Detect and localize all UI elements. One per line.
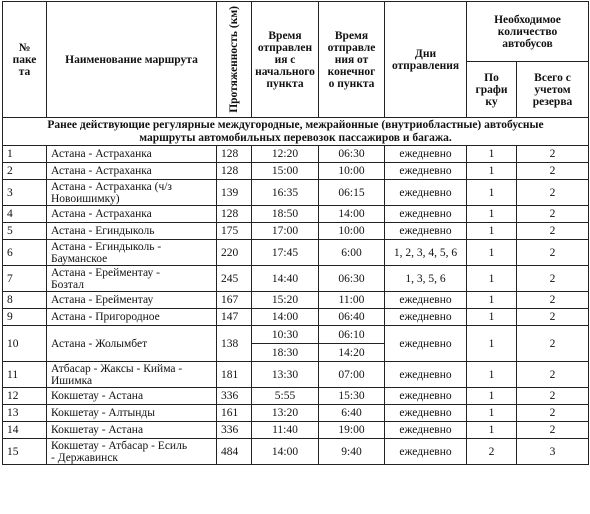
header-length (217, 2, 252, 118)
departure-days: ежедневно (385, 180, 467, 206)
departure-end-time: 10:00 (319, 223, 385, 240)
route-name (47, 180, 217, 206)
route-length: 128 (217, 163, 252, 180)
departure-days: 1, 3, 5, 6 (385, 266, 467, 292)
text-line: отправления (391, 59, 460, 72)
text-line: ия с (274, 53, 296, 66)
departure-start-time: 15:00 (252, 163, 319, 180)
table-row (3, 362, 589, 388)
buses-with-reserve: 2 (517, 163, 589, 180)
buses-by-schedule: 1 (467, 422, 517, 439)
buses-by-schedule: 1 (467, 405, 517, 422)
departure-end-time: 06:40 (319, 309, 385, 326)
departure-end-time: 06:30 (319, 266, 385, 292)
table-row (3, 439, 589, 465)
departure-start-time: 5:55 (252, 388, 319, 405)
departure-days: ежедневно (385, 439, 467, 465)
buses-with-reserve: 2 (517, 180, 589, 206)
text-line: количество (497, 25, 558, 38)
route-name (47, 405, 217, 422)
buses-by-schedule: 2 (467, 439, 517, 465)
text-line: По (484, 71, 499, 84)
departure-end-time: 06:30 (319, 146, 385, 163)
buses-with-reserve: 2 (517, 223, 589, 240)
departure-end-time: 6:40 (319, 405, 385, 422)
departure-end-time: 6:00 (319, 240, 385, 266)
departure-start-time: 17:45 (252, 240, 319, 266)
text-line: Астана - Егиндыколь (51, 225, 155, 237)
table-row (3, 223, 589, 240)
departure-end-time: 15:30 (319, 388, 385, 405)
buses-by-schedule: 1 (467, 146, 517, 163)
package-number: 3 (3, 180, 47, 206)
departure-start-time: 10:30 (252, 326, 319, 344)
buses-with-reserve: 2 (517, 240, 589, 266)
buses-with-reserve: 2 (517, 266, 589, 292)
departure-days: ежедневно (385, 422, 467, 439)
departure-end-time: 06:15 (319, 180, 385, 206)
text-line: Кокшетау - Астана (51, 424, 144, 436)
departure-start-time: 17:00 (252, 223, 319, 240)
buses-with-reserve: 2 (517, 362, 589, 388)
departure-start-time: 18:30 (252, 344, 319, 362)
text-line: пункта (266, 77, 304, 90)
table-row (3, 266, 589, 292)
header-length-label: Протяженность (км) (228, 6, 240, 113)
text-line: маршруты автомобильных перевозок пассажиров и багажа. (139, 131, 452, 144)
route-length: 147 (217, 309, 252, 326)
buses-by-schedule: 1 (467, 163, 517, 180)
route-length: 336 (217, 388, 252, 405)
text-line: Новоишимку) (51, 192, 120, 205)
route-length: 161 (217, 405, 252, 422)
text-line: ку (485, 95, 498, 108)
text-line: Астана - Егиндыколь - (51, 240, 162, 253)
package-number: 15 (3, 439, 47, 465)
text-line: Дни (414, 47, 437, 60)
text-line: Астана - Пригородное (51, 311, 160, 323)
buses-by-schedule: 1 (467, 292, 517, 309)
departure-end-time: 19:00 (319, 422, 385, 439)
buses-with-reserve: 2 (517, 326, 589, 362)
departure-end-time: 11:00 (319, 292, 385, 309)
text-line: автобусов (502, 37, 553, 50)
route-name (47, 206, 217, 223)
text-line: Астана - Астраханка (51, 165, 152, 177)
departure-days: ежедневно (385, 206, 467, 223)
departure-start-time: 15:20 (252, 292, 319, 309)
text-line: Ранее действующие регулярные междугородные, межрайонные (внутриобластные) автобусные (47, 119, 544, 131)
route-length: 336 (217, 422, 252, 439)
text-line: Бауманское (51, 252, 108, 265)
departure-start-time: 13:20 (252, 405, 319, 422)
header-with-reserve (517, 62, 589, 118)
route-length: 128 (217, 206, 252, 223)
buses-with-reserve: 2 (517, 206, 589, 223)
text-line: Астана - Астраханка (51, 208, 152, 220)
departure-days: ежедневно (385, 292, 467, 309)
text-line: Атбасар - Жаксы - Кийма - (51, 362, 183, 375)
buses-with-reserve: 3 (517, 439, 589, 465)
text-line: паке (12, 53, 37, 66)
table-row (3, 309, 589, 326)
route-name (47, 146, 217, 163)
buses-by-schedule: 1 (467, 326, 517, 362)
table-row (3, 163, 589, 180)
departure-days: ежедневно (385, 326, 467, 362)
package-number: 2 (3, 163, 47, 180)
departure-days: ежедневно (385, 146, 467, 163)
route-name (47, 422, 217, 439)
route-name (47, 292, 217, 309)
table-row (3, 422, 589, 439)
buses-by-schedule: 1 (467, 240, 517, 266)
departure-end-time: 14:20 (319, 344, 385, 362)
package-number: 12 (3, 388, 47, 405)
routes-table (2, 1, 589, 465)
section-title (3, 118, 589, 146)
package-number: 13 (3, 405, 47, 422)
table-row (3, 326, 589, 344)
departure-days: ежедневно (385, 362, 467, 388)
text-line: отправлен (257, 41, 313, 54)
buses-with-reserve: 2 (517, 146, 589, 163)
text-line: Кокшетау - Алтынды (51, 407, 155, 419)
package-number: 1 (3, 146, 47, 163)
text-line: конечног (327, 65, 376, 78)
text-line: ния от (334, 53, 369, 66)
departure-start-time: 14:00 (252, 439, 319, 465)
buses-by-schedule: 1 (467, 388, 517, 405)
package-number: 7 (3, 266, 47, 292)
table-row (3, 146, 589, 163)
departure-days: ежедневно (385, 309, 467, 326)
header-departure-end (319, 2, 385, 118)
text-line: Астана - Астраханка (51, 148, 152, 160)
departure-start-time: 14:00 (252, 309, 319, 326)
package-number: 5 (3, 223, 47, 240)
text-line: Бозтал (51, 278, 85, 291)
route-name (47, 309, 217, 326)
buses-by-schedule: 1 (467, 362, 517, 388)
route-length: 245 (217, 266, 252, 292)
table-row (3, 180, 589, 206)
package-number: 4 (3, 206, 47, 223)
text-line: - Державинск (51, 451, 119, 464)
departure-days: ежедневно (385, 163, 467, 180)
text-line: Астана - Ерейментау (51, 294, 154, 306)
departure-start-time: 12:20 (252, 146, 319, 163)
departure-end-time: 14:00 (319, 206, 385, 223)
table-row (3, 388, 589, 405)
text-line: Кокшетау - Атбасар - Есиль (51, 439, 188, 452)
buses-by-schedule: 1 (467, 223, 517, 240)
route-name (47, 362, 217, 388)
departure-days: ежедневно (385, 223, 467, 240)
departure-end-time: 06:10 (319, 326, 385, 344)
departure-days: ежедневно (385, 405, 467, 422)
departure-start-time: 16:35 (252, 180, 319, 206)
route-name (47, 266, 217, 292)
text-line: учетом (534, 83, 571, 96)
header-buses-needed (467, 2, 589, 62)
header-package-number (3, 2, 47, 118)
departure-days: 1, 2, 3, 4, 5, 6 (385, 240, 467, 266)
buses-with-reserve: 2 (517, 422, 589, 439)
text-line: Астана - Астраханка (ч/з (51, 180, 172, 193)
package-number: 6 (3, 240, 47, 266)
header-days (385, 2, 467, 118)
departure-days: ежедневно (385, 388, 467, 405)
package-number: 9 (3, 309, 47, 326)
text-line: Время (268, 29, 302, 42)
buses-by-schedule: 1 (467, 309, 517, 326)
buses-by-schedule: 1 (467, 266, 517, 292)
departure-start-time: 13:30 (252, 362, 319, 388)
text-line: Астана - Жолымбет (51, 337, 148, 350)
text-line: резерва (532, 95, 573, 108)
route-length: 167 (217, 292, 252, 309)
package-number: 11 (3, 362, 47, 388)
buses-by-schedule: 1 (467, 180, 517, 206)
buses-with-reserve: 2 (517, 292, 589, 309)
text-line: та (18, 65, 31, 78)
table-row (3, 240, 589, 266)
table-row (3, 292, 589, 309)
table-row (3, 405, 589, 422)
departure-end-time: 9:40 (319, 439, 385, 465)
route-name (47, 223, 217, 240)
package-number: 14 (3, 422, 47, 439)
text-line: Время (334, 29, 369, 42)
route-length: 175 (217, 223, 252, 240)
route-length: 181 (217, 362, 252, 388)
text-line: Всего с (534, 71, 571, 84)
text-line: № (18, 41, 31, 54)
text-line: о пункта (328, 77, 375, 90)
header-by-schedule (467, 62, 517, 118)
header-route-name: Наименование маршрута (47, 2, 217, 118)
route-length: 220 (217, 240, 252, 266)
text-line: начального (255, 65, 315, 78)
route-length: 484 (217, 439, 252, 465)
table-row (3, 206, 589, 223)
route-length: 128 (217, 146, 252, 163)
text-line: Необходимое (494, 13, 561, 26)
header-departure-start (252, 2, 319, 118)
route-name (47, 326, 217, 362)
departure-start-time: 11:40 (252, 422, 319, 439)
departure-start-time: 14:40 (252, 266, 319, 292)
route-length: 138 (217, 326, 252, 362)
package-number: 8 (3, 292, 47, 309)
text-line: Кокшетау - Астана (51, 390, 144, 402)
buses-with-reserve: 2 (517, 309, 589, 326)
buses-with-reserve: 2 (517, 405, 589, 422)
text-line: Ишимка (51, 374, 93, 387)
departure-start-time: 18:50 (252, 206, 319, 223)
route-name (47, 163, 217, 180)
route-name (47, 388, 217, 405)
departure-end-time: 10:00 (319, 163, 385, 180)
buses-with-reserve: 2 (517, 388, 589, 405)
text-line: отправле (327, 41, 376, 54)
route-name (47, 439, 217, 465)
package-number: 10 (3, 326, 47, 362)
buses-by-schedule: 1 (467, 206, 517, 223)
text-line: графи (475, 83, 508, 96)
departure-end-time: 07:00 (319, 362, 385, 388)
text-line: Астана - Ерейментау - (51, 266, 160, 279)
route-name (47, 240, 217, 266)
route-length: 139 (217, 180, 252, 206)
